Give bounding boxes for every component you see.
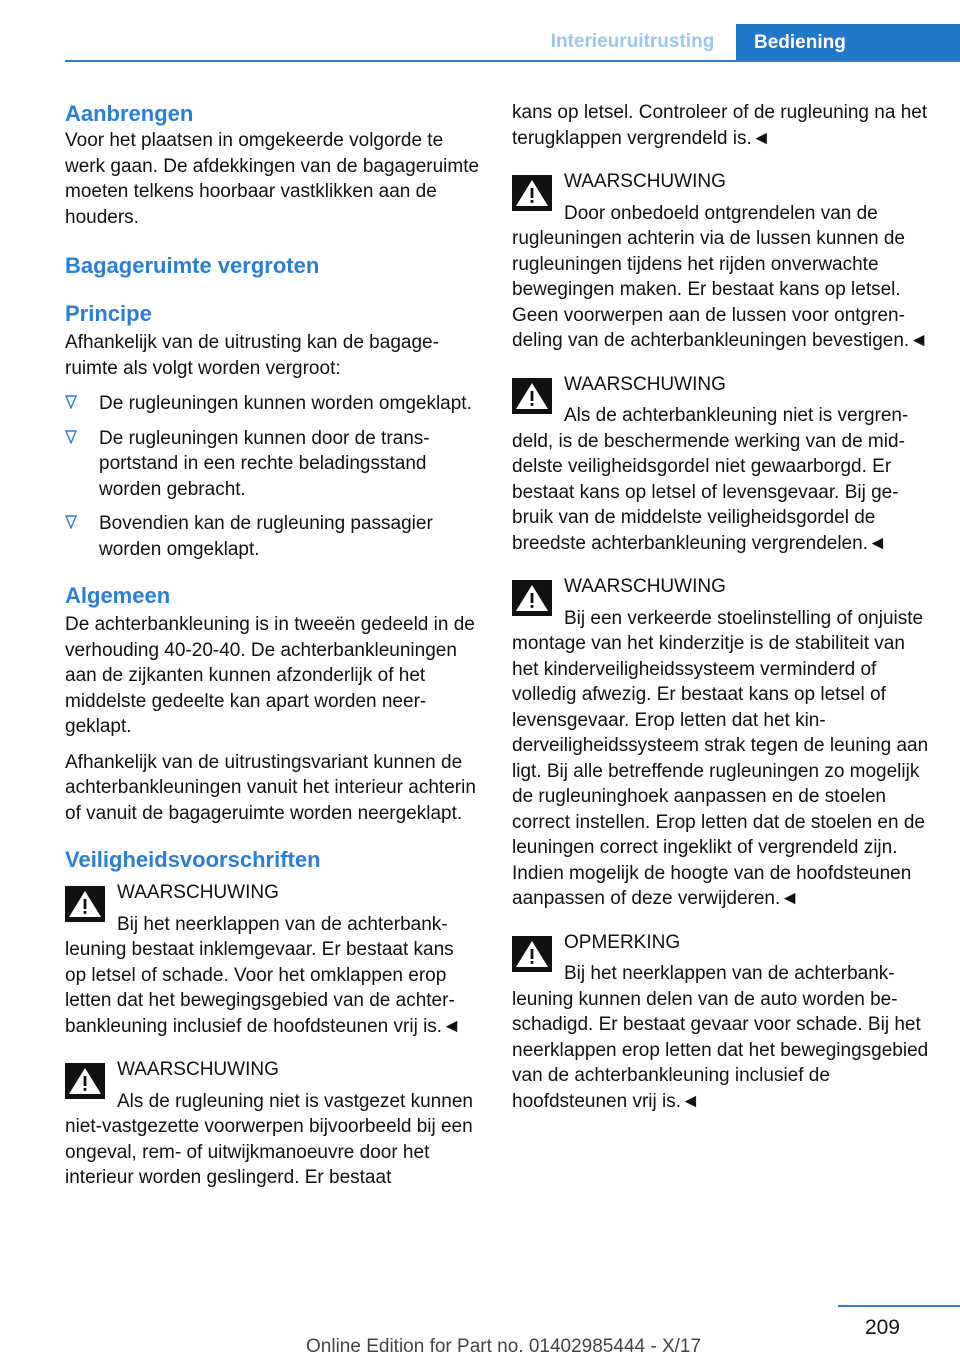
warning-triangle-icon [512,936,552,972]
warning-block [512,372,930,557]
warning-text: Bij een verkeerde stoelinstelling of onjuiste montage van het kinderzitje is de stabiliteit van het kinderveiligheidssysteem verminderd of volledig afwezig. Er bestaat kans op letsel of levensgevaar. Erop letten dat het kinderveiligheidssysteem strak tegen de leuning aan ligt. Bij alle betreffende rugleuningen zo mogelijk de rugleuninghoek aanpassen en de stoelen correct instellen. Erop letten dat de stoelen en de leuningen correct ingeklikt of vergrendeld zijn. Indien mogelijk de hoogte van de hoofdsteunen aanpassen of deze verwijderen.◄ [512,607,929,909]
edition-footer: Online Edition for Part no. 01402985444 - X/17 [306,1336,702,1357]
triangle-bullet-icon [65,430,77,444]
warning-block [512,574,930,912]
warning-block [65,880,480,1039]
note-text: Bij het neerklappen van de achterbankleuning kunnen delen van de auto worden beschadigd. Er bestaat gevaar voor schade. Bij het neerklappen erop letten dat het bewegingsgebied van de achterbankleuning inclusief de hoofdsteunen vrij is.◄ [512,963,929,1112]
warning-title: WAARSCHUWING [564,373,726,395]
triangle-bullet-icon [65,515,77,529]
warning-text: Als de achterbankleuning niet is vergrendeld, is de beschermende werking van de middelste veiligheidsgordel niet gewaarborgd. Er bestaat kans op letsel of levensgevaar. Bij gebruik van de middelste veiligheidsgordel de breedste achterbankleuning vergrendelen.◄ [512,405,909,554]
warning-title: WAARSCHUWING [117,882,279,903]
list-item-text: De rugleuningen kunnen door de transportstand in een rechte beladingsstand worden gebracht. [99,427,430,500]
heading-principe: Principe [65,301,152,326]
warning-triangle-icon [512,175,552,211]
warning-text: Als de rugleuning niet is vastgezet kunnen niet-vastgezette voorwerpen bijvoorbeeld bij een ongeval, rem- of uitwijkmanoeuvre door het interieur worden geslingerd. Er bestaat [65,1090,473,1188]
paragraph-continued: kans op letsel. Controleer of de rugleuning na het terugklappen vergrendeld is.◄ [512,102,928,149]
header-divider [65,60,960,62]
warning-block [512,169,930,354]
paragraph-principe: Afhankelijk van de uitrusting kan de bagageruimte als volgt worden vergroot: [65,332,439,379]
paragraph-algemeen-1: De achterbankleuning is in tweeën gedeeld in de verhouding 40-20-40. De achterbankleuningen aan de zijkanten kunnen afzonderlijk of het middelste gedeelte kan apart worden neergeklapt. [65,614,475,737]
section-tab-bediening[interactable]: Bediening [736,24,960,62]
heading-aanbrengen: Aanbrengen [65,101,194,126]
warning-title: WAARSCHUWING [564,576,726,597]
right-column [512,100,930,1126]
section-tab-interieuruitrusting[interactable]: Interieuruitrusting [550,31,715,52]
footer-divider [838,1305,960,1307]
warning-title: WAARSCHUWING [117,1059,279,1080]
warning-triangle-icon [65,1063,105,1099]
list-item [65,426,480,503]
warning-triangle-icon [65,886,105,922]
warning-triangle-icon [512,580,552,616]
page-header [0,0,960,62]
list-item-text: De rugleuningen kunnen worden omgeklapt. [99,393,472,414]
warning-text: Door onbedoeld ontgrendelen van de rugleuningen achterin via de lussen kunnen de rugleuningen tijdens het rijden onverwachte bewegingen maken. Er bestaat kans op letsel. Geen voorwerpen aan de lussen voor ontgrendeling van de achterbankleuningen bevestigen.◄ [512,202,928,351]
left-column [65,100,480,1203]
list-item-text: Bovendien kan de rugleuning passagier worden omgeklapt. [99,513,433,560]
note-title: OPMERKING [564,931,681,953]
warning-block [65,1057,480,1191]
warning-title: WAARSCHUWING [564,171,726,192]
triangle-bullet-icon [65,395,77,409]
paragraph-algemeen-2: Afhankelijk van de uitrustingsvariant kunnen de achterbankleuningen vanuit het interieur achterin of vanuit de bagageruimte worden neergeklapt. [65,751,476,824]
heading-veiligheidsvoorschriften: Veiligheidsvoorschriften [65,847,321,872]
list-item [65,511,480,562]
warning-text: Bij het neerklappen van de achterbankleuning bestaat inklemgevaar. Er bestaat kans op letsel of schade. Voor het omklappen erop letten dat het bewegingsgebied van de achterbankleuning inclusief de hoofdsteunen vrij is.◄ [65,913,461,1037]
warning-triangle-icon [512,378,552,414]
paragraph-aanbrengen: Voor het plaatsen in omgekeerde volgorde te werk gaan. De afdekkingen van de bagageruimte moeten telkens hoorbaar vastklikken aan de houders. [65,130,480,228]
page-number: 209 [864,1316,900,1339]
note-block [512,930,930,1115]
list-item [65,391,480,417]
heading-algemeen: Algemeen [65,583,171,608]
heading-bagageruimte-vergroten: Bagageruimte vergroten [65,253,320,278]
